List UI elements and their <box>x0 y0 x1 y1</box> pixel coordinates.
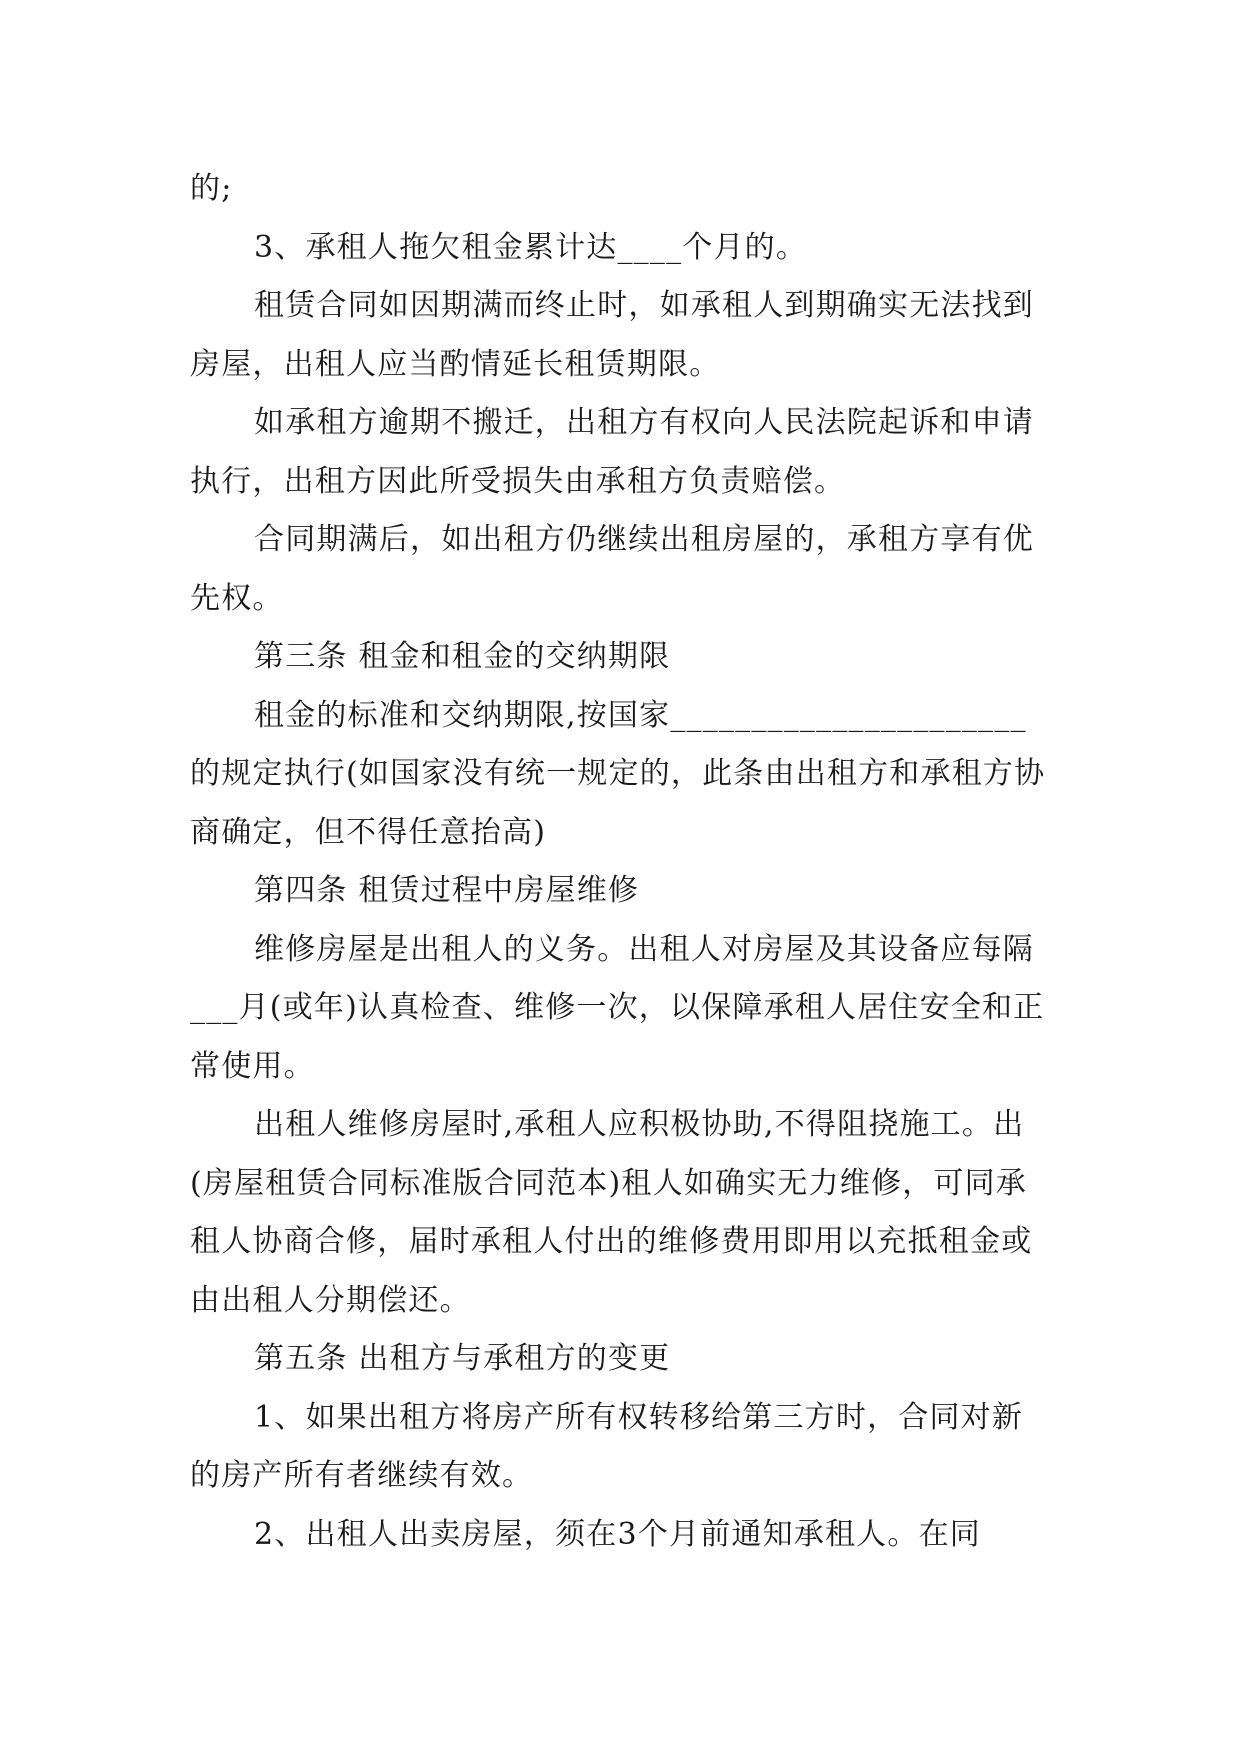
heading-article-5: 第五条 出租方与承租方的变更 <box>254 1341 671 1376</box>
paragraph-ownership-transfer: 1、如果出租方将房产所有权转移给第三方时，合同对新的房产所有者继续有效。 <box>190 1399 1024 1493</box>
paragraph-rent-standard: 租金的标准和交纳期限,按国家______________________的规定执行(如国家没有统一规定的，此条由出租方和承租方协商确定，但不得任意抬高) <box>190 697 1046 850</box>
paragraph-overdue-move: 如承租方逾期不搬迁，出租方有权向人民法院起诉和申请执行，出租方因此所受损失由承租方负责赔偿。 <box>190 405 1034 499</box>
heading-article-3: 第三条 租金和租金的交纳期限 <box>254 639 671 674</box>
paragraph-maintenance-cooperation: 出租人维修房屋时,承租人应积极协助,不得阻挠施工。出(房屋租赁合同标准版合同范本)租人如确实无力维修，可同承租人协商合修，届时承租人付出的维修费用即用以充抵租金或由出租人分期偿还。 <box>190 1107 1033 1318</box>
document-body <box>190 160 1050 1564</box>
paragraph-priority-right: 合同期满后，如出租方仍继续出租房屋的，承租方享有优先权。 <box>190 522 1034 616</box>
heading-article-4: 第四条 租赁过程中房屋维修 <box>254 873 640 908</box>
paragraph-sale-notice: 2、出租人出卖房屋，须在3个月前通知承租人。在同 <box>254 1516 981 1552</box>
paragraph-lease-expiry: 租赁合同如因期满而终止时，如承租人到期确实无法找到房屋，出租人应当酌情延长租赁期限。 <box>190 288 1034 382</box>
paragraph-continuation: 的; <box>190 171 233 206</box>
paragraph-clause-3: 3、承租人拖欠租金累计达____个月的。 <box>254 229 808 265</box>
paragraph-maintenance-duty: 维修房屋是出租人的义务。出租人对房屋及其设备应每隔___月(或年)认真检查、维修一次，以保障承租人居住安全和正常使用。 <box>190 931 1045 1084</box>
